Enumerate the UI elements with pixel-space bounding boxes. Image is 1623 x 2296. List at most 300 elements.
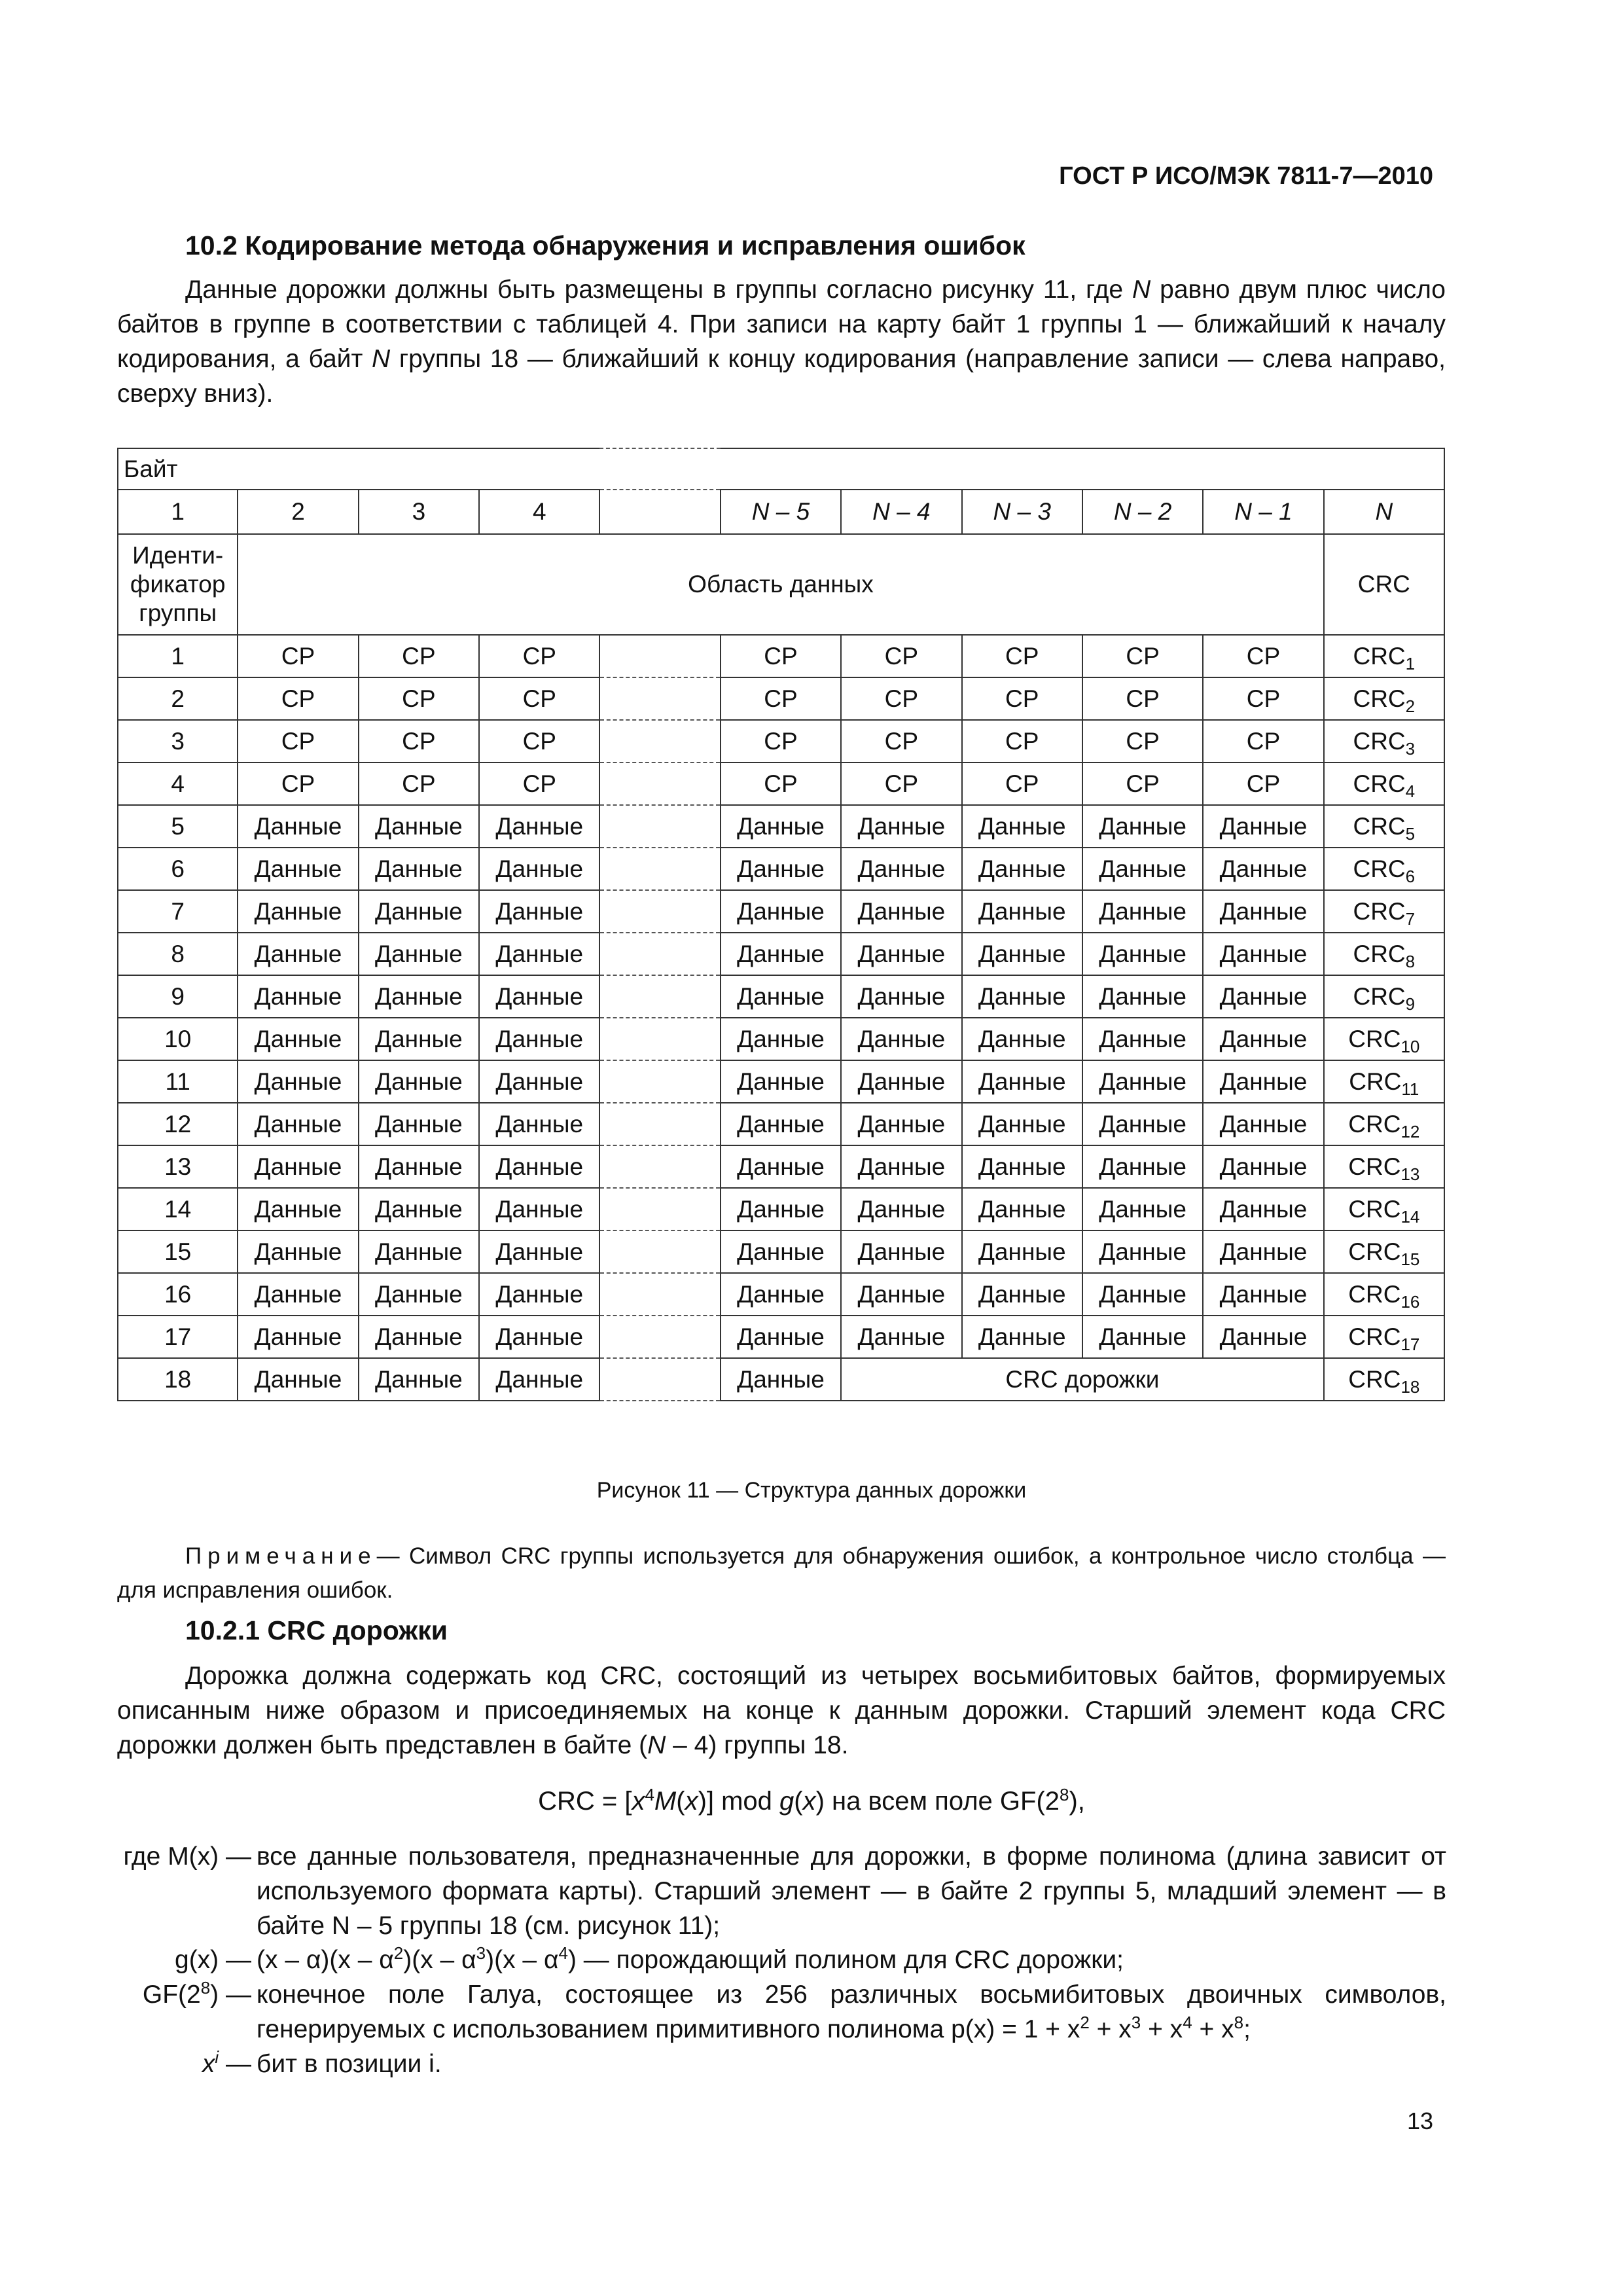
crc-prefix: CRC: [1353, 812, 1406, 840]
data-cell: Данные: [841, 1316, 961, 1358]
data-cell: Данные: [479, 1060, 599, 1103]
data-cell: Данные: [479, 1103, 599, 1145]
data-cell: Данные: [359, 1103, 479, 1145]
group-number-cell: 11: [118, 1060, 238, 1103]
data-cell: Данные: [359, 1316, 479, 1358]
definition-m: [0, 1839, 1623, 1940]
data-cell: Данные: [1203, 1060, 1323, 1103]
def-part: конечное поле Галуа, состоящее из 256 различных восьмибитовых двоичных символов, генерируемых с использованием примитивного полинома p(x) = 1 + x: [257, 1981, 1446, 2043]
crc-prefix: CRC: [1348, 1110, 1401, 1138]
p1-n2: N: [372, 345, 391, 373]
data-cell: Данные: [721, 1358, 841, 1401]
def-sup: 3: [476, 1943, 486, 1963]
gap-cell: [599, 933, 720, 975]
gap-cell: [599, 1358, 720, 1401]
group-number-cell: 4: [118, 762, 238, 805]
table-row: [118, 677, 1444, 720]
data-cell: Данные: [962, 890, 1082, 933]
def-part: —: [219, 2050, 251, 2078]
table-row: [118, 848, 1444, 890]
cp-cell: CP: [1203, 635, 1323, 677]
cp-cell: CP: [962, 677, 1082, 720]
group-number-cell: 8: [118, 933, 238, 975]
crc-subscript: 16: [1400, 1291, 1420, 1312]
data-cell: Данные: [841, 1060, 961, 1103]
data-cell: Данные: [721, 1060, 841, 1103]
cp-cell: CP: [1203, 762, 1323, 805]
def-g-desc: [257, 1943, 1446, 1977]
data-cell: Данные: [238, 933, 358, 975]
table-row-ident: [118, 534, 1444, 635]
track-structure-table: [117, 448, 1445, 1401]
cp-cell: CP: [841, 762, 961, 805]
p1-n: N: [1132, 276, 1151, 304]
crc-label: CRC: [1324, 534, 1444, 635]
data-area-label: Область данных: [238, 534, 1323, 635]
data-cell: Данные: [841, 1018, 961, 1060]
crc-subscript: 14: [1400, 1206, 1420, 1227]
table-row: [118, 1103, 1444, 1145]
col-header: 4: [479, 490, 599, 534]
data-cell: Данные: [1082, 975, 1203, 1018]
crc-prefix: CRC: [1348, 1153, 1401, 1180]
data-cell: Данные: [1203, 1230, 1323, 1273]
table-row: [118, 1145, 1444, 1188]
crc-cell: [1324, 1230, 1444, 1273]
def-part: ;: [1243, 2015, 1251, 2043]
data-cell: Данные: [841, 848, 961, 890]
def-sup: 4: [558, 1943, 568, 1963]
data-cell: Данные: [841, 890, 961, 933]
data-cell: Данные: [721, 1316, 841, 1358]
data-cell: Данные: [479, 1273, 599, 1316]
data-cell: Данные: [962, 1188, 1082, 1230]
formula-part: )] mod: [698, 1787, 780, 1816]
data-cell: Данные: [721, 1230, 841, 1273]
crc-subscript: 10: [1400, 1036, 1420, 1056]
data-cell: Данные: [1203, 805, 1323, 848]
data-cell: Данные: [359, 933, 479, 975]
data-cell: Данные: [1203, 1188, 1323, 1230]
cp-cell: CP: [479, 635, 599, 677]
gap-cell: [599, 448, 720, 490]
crc-cell: [1324, 1358, 1444, 1401]
data-cell: Данные: [721, 1103, 841, 1145]
def-part: (x – α)(x – α: [257, 1946, 394, 1974]
crc-cell: [1324, 890, 1444, 933]
crc-subscript: 18: [1400, 1376, 1420, 1397]
data-cell: Данные: [962, 1103, 1082, 1145]
data-cell: Данные: [721, 933, 841, 975]
data-cell: Данные: [1203, 890, 1323, 933]
data-cell: Данные: [238, 1018, 358, 1060]
cp-cell: CP: [1203, 677, 1323, 720]
cp-cell: CP: [479, 762, 599, 805]
table-row-byte-numbers: [118, 490, 1444, 534]
col-header: 2: [238, 490, 358, 534]
data-cell: Данные: [479, 1018, 599, 1060]
crc-cell: [1324, 1018, 1444, 1060]
def-part: ) —: [210, 1981, 251, 2009]
gap-cell: [599, 490, 720, 534]
data-cell: Данные: [1082, 1145, 1203, 1188]
paragraph-track-groups: [117, 272, 1446, 411]
def-part: )(x – α: [486, 1946, 559, 1974]
crc-prefix: CRC: [1348, 1025, 1401, 1052]
cp-cell: CP: [238, 677, 358, 720]
crc-subscript: 7: [1405, 908, 1416, 929]
data-cell: Данные: [1082, 1060, 1203, 1103]
table-row: [118, 1273, 1444, 1316]
document-header: ГОСТ Р ИСО/МЭК 7811-7—2010: [1059, 162, 1433, 190]
data-cell: Данные: [359, 1358, 479, 1401]
data-cell: Данные: [721, 1188, 841, 1230]
crc-prefix: CRC: [1348, 1195, 1401, 1223]
data-cell: Данные: [479, 890, 599, 933]
group-number-cell: 18: [118, 1358, 238, 1401]
gap-cell: [599, 720, 720, 762]
group-number-cell: 1: [118, 635, 238, 677]
gap-cell: [599, 1145, 720, 1188]
def-m-desc: все данные пользователя, предназначенные для дорожки, в форме полинома (длина зависит от используемого формата карты). Старший элемент — в байте 2 группы 5, младший элемент — в байте N – 5 группы 18 (см. рисунок 11);: [257, 1842, 1446, 1940]
data-cell: Данные: [962, 1018, 1082, 1060]
crc-prefix: CRC: [1353, 770, 1406, 797]
definition-g: [0, 1943, 1623, 1977]
track-crc-cell: CRC дорожки: [841, 1358, 1323, 1401]
table-row: [118, 1358, 1444, 1401]
group-number-cell: 16: [118, 1273, 238, 1316]
note-text: — Символ CRC группы используется для обнаружения ошибок, а контрольное число столбца — для исправления ошибок.: [117, 1543, 1446, 1603]
cp-cell: CP: [359, 635, 479, 677]
crc-cell: [1324, 975, 1444, 1018]
col-header: 3: [359, 490, 479, 534]
data-cell: Данные: [1082, 1188, 1203, 1230]
formula-part: 4: [645, 1785, 654, 1804]
data-cell: Данные: [1082, 805, 1203, 848]
formula-part: x: [685, 1787, 698, 1816]
data-cell: Данные: [359, 890, 479, 933]
data-cell: Данные: [1082, 1316, 1203, 1358]
data-cell: Данные: [962, 1060, 1082, 1103]
cp-cell: CP: [841, 635, 961, 677]
data-cell: Данные: [1203, 1316, 1323, 1358]
def-sup: 2: [1080, 2013, 1090, 2032]
group-number-cell: 17: [118, 1316, 238, 1358]
crc-subscript: 15: [1400, 1249, 1420, 1269]
paragraph-track-crc: [117, 1659, 1446, 1763]
group-number-cell: 3: [118, 720, 238, 762]
table-row-bayt: [118, 448, 1444, 490]
group-number-cell: 13: [118, 1145, 238, 1188]
group-number-cell: 15: [118, 1230, 238, 1273]
subsection-title: 10.2.1 CRC дорожки: [185, 1615, 448, 1645]
data-cell: Данные: [962, 805, 1082, 848]
crc-cell: [1324, 1060, 1444, 1103]
group-number-cell: 5: [118, 805, 238, 848]
page-number: 13: [1406, 2108, 1433, 2134]
col-header-text: N: [1375, 498, 1393, 525]
crc-cell: [1324, 762, 1444, 805]
crc-cell: [1324, 1188, 1444, 1230]
data-cell: Данные: [359, 1230, 479, 1273]
p1-part2: равно двум плюс число байтов в группе в соответствии с таблицей 4. При записи на карту байт 1 группы 1 — ближайший к началу кодирования, а байт: [117, 276, 1446, 373]
def-part: )(x – α: [403, 1946, 476, 1974]
crc-subscript: 12: [1400, 1121, 1420, 1141]
crc-cell: [1324, 1316, 1444, 1358]
definition-xi: [0, 2047, 1623, 2081]
data-cell: Данные: [1203, 1273, 1323, 1316]
data-cell: Данные: [238, 890, 358, 933]
def-sup: 3: [1131, 2013, 1141, 2032]
crc-prefix: CRC: [1353, 982, 1406, 1010]
group-number-cell: 9: [118, 975, 238, 1018]
gap-cell: [599, 1316, 720, 1358]
crc-cell: [1324, 1145, 1444, 1188]
crc-subscript: 1: [1405, 653, 1416, 673]
crc-subscript: 5: [1405, 823, 1416, 844]
group-number-cell: 10: [118, 1018, 238, 1060]
cp-cell: CP: [238, 762, 358, 805]
group-number-cell: 14: [118, 1188, 238, 1230]
data-cell: Данные: [962, 1273, 1082, 1316]
crc-subscript: 17: [1400, 1334, 1420, 1354]
data-cell: Данные: [962, 933, 1082, 975]
crc-cell: [1324, 805, 1444, 848]
data-cell: Данные: [1082, 1103, 1203, 1145]
data-cell: Данные: [359, 805, 479, 848]
crc-subscript: 9: [1405, 994, 1416, 1014]
col-header: [1203, 490, 1323, 534]
data-cell: Данные: [238, 1230, 358, 1273]
crc-prefix: CRC: [1353, 685, 1406, 712]
bayt-empty: [721, 448, 1444, 490]
cp-cell: CP: [1082, 720, 1203, 762]
data-cell: Данные: [359, 1145, 479, 1188]
def-sup: 8: [200, 1978, 211, 1998]
gap-cell: [599, 890, 720, 933]
crc-subscript: 4: [1405, 781, 1416, 801]
crc-formula: CRC = $[x^4M(x)]$ mod g(x) на всем поле $GF(2^8)$,: [538, 1785, 1085, 1816]
data-cell: Данные: [479, 1188, 599, 1230]
def-part: x: [202, 2050, 215, 2078]
data-cell: Данные: [721, 890, 841, 933]
cp-cell: CP: [359, 677, 479, 720]
gap-cell: [599, 1273, 720, 1316]
data-cell: Данные: [479, 933, 599, 975]
data-cell: Данные: [479, 1145, 599, 1188]
cp-cell: CP: [359, 762, 479, 805]
crc-cell: [1324, 720, 1444, 762]
data-cell: Данные: [238, 1060, 358, 1103]
data-cell: Данные: [1082, 933, 1203, 975]
def-part: + x: [1089, 2015, 1132, 2043]
formula-part: x: [632, 1787, 645, 1816]
p1-part3: группы 18 — ближайший к концу кодирования (направление записи — слева направо, сверху вниз).: [117, 345, 1446, 408]
def-sup: 8: [1234, 2013, 1244, 2032]
data-cell: Данные: [359, 1188, 479, 1230]
data-cell: Данные: [1203, 1103, 1323, 1145]
gap-cell: [599, 848, 720, 890]
cp-cell: CP: [1082, 635, 1203, 677]
cp-cell: CP: [721, 677, 841, 720]
crc-prefix: CRC: [1353, 727, 1406, 755]
section-title: 10.2 Кодирование метода обнаружения и исправления ошибок: [185, 230, 1026, 260]
crc-prefix: CRC: [1353, 855, 1406, 882]
data-cell: Данные: [1203, 933, 1323, 975]
gap-cell: [599, 1018, 720, 1060]
cp-cell: CP: [841, 677, 961, 720]
crc-prefix: CRC: [1353, 642, 1406, 670]
table-row: [118, 890, 1444, 933]
data-cell: Данные: [359, 975, 479, 1018]
crc-subscript: 11: [1401, 1079, 1419, 1099]
data-cell: Данные: [359, 848, 479, 890]
data-cell: Данные: [962, 1230, 1082, 1273]
data-cell: Данные: [359, 1273, 479, 1316]
table-row: [118, 933, 1444, 975]
cp-cell: CP: [359, 720, 479, 762]
data-cell: Данные: [479, 848, 599, 890]
col-header-text: N – 5: [751, 498, 810, 525]
data-cell: Данные: [721, 805, 841, 848]
data-cell: Данные: [238, 1358, 358, 1401]
p2-part2: – 4) группы 18.: [666, 1731, 849, 1759]
def-part: i: [215, 2047, 219, 2067]
crc-cell: [1324, 677, 1444, 720]
data-cell: Данные: [238, 975, 358, 1018]
cp-cell: CP: [1082, 677, 1203, 720]
def-gf-desc: [257, 1977, 1446, 2047]
gap-cell: [599, 1188, 720, 1230]
data-cell: Данные: [1082, 1230, 1203, 1273]
col-header: [721, 490, 841, 534]
table-row: [118, 975, 1444, 1018]
table-row: [118, 1018, 1444, 1060]
data-cell: Данные: [1082, 1273, 1203, 1316]
col-header-text: N – 4: [872, 498, 931, 525]
gap-cell: [599, 975, 720, 1018]
data-cell: Данные: [238, 1316, 358, 1358]
data-cell: Данные: [1203, 848, 1323, 890]
crc-cell: [1324, 1273, 1444, 1316]
data-cell: Данные: [841, 1273, 961, 1316]
crc-prefix: CRC: [1353, 940, 1406, 967]
cp-cell: CP: [479, 677, 599, 720]
data-cell: Данные: [962, 1145, 1082, 1188]
group-number-cell: 7: [118, 890, 238, 933]
cp-cell: CP: [962, 762, 1082, 805]
ident-label: Иденти-фикатор группы: [118, 534, 238, 635]
def-term-text: [202, 2047, 251, 2081]
data-cell: Данные: [841, 975, 961, 1018]
formula-part: CRC = [: [538, 1787, 632, 1816]
cp-cell: CP: [962, 720, 1082, 762]
col-header-text: N – 1: [1234, 498, 1293, 525]
cp-cell: CP: [721, 720, 841, 762]
data-cell: Данные: [479, 1358, 599, 1401]
gap-cell: [599, 762, 720, 805]
def-term-text: [143, 1977, 251, 2012]
crc-cell: [1324, 933, 1444, 975]
def-term-text: где M(x) —: [123, 1842, 251, 1871]
data-cell: Данные: [238, 1103, 358, 1145]
col-header-text: N – 2: [1113, 498, 1172, 525]
data-cell: Данные: [1203, 1018, 1323, 1060]
cp-cell: CP: [479, 720, 599, 762]
data-cell: Данные: [1082, 890, 1203, 933]
table-row: [118, 1230, 1444, 1273]
data-cell: Данные: [238, 1145, 358, 1188]
crc-cell: [1324, 635, 1444, 677]
data-cell: Данные: [1082, 848, 1203, 890]
data-cell: Данные: [1203, 975, 1323, 1018]
group-number-cell: 2: [118, 677, 238, 720]
crc-subscript: 6: [1405, 866, 1416, 886]
cp-cell: CP: [1203, 720, 1323, 762]
gap-cell: [599, 1060, 720, 1103]
def-part: + x: [1192, 2015, 1234, 2043]
def-term-text: g(x) —: [175, 1946, 251, 1974]
cp-cell: CP: [721, 762, 841, 805]
crc-cell: [1324, 848, 1444, 890]
data-cell: Данные: [721, 1018, 841, 1060]
formula-part: g: [779, 1787, 794, 1816]
data-cell: Данные: [962, 848, 1082, 890]
col-header: [841, 490, 961, 534]
cp-cell: CP: [238, 635, 358, 677]
data-cell: Данные: [238, 1188, 358, 1230]
def-part: ) — порождающий полином для CRC дорожки;: [567, 1946, 1124, 1974]
group-number-cell: 6: [118, 848, 238, 890]
gap-cell: [599, 1230, 720, 1273]
note-label: Примечание: [185, 1543, 377, 1569]
col-header: 1: [118, 490, 238, 534]
crc-prefix: CRC: [1349, 1067, 1402, 1095]
crc-prefix: CRC: [1348, 1280, 1401, 1308]
def-xi-desc: бит в позиции i.: [257, 2050, 442, 2078]
gap-cell: [599, 635, 720, 677]
p2-n: N: [647, 1731, 666, 1759]
formula-part: ) на всем поле GF(2: [815, 1787, 1060, 1816]
data-cell: Данные: [238, 848, 358, 890]
data-cell: Данные: [841, 1145, 961, 1188]
data-cell: Данные: [1082, 1018, 1203, 1060]
data-cell: Данные: [479, 805, 599, 848]
col-header: [962, 490, 1082, 534]
data-cell: Данные: [479, 975, 599, 1018]
table-row: [118, 635, 1444, 677]
data-cell: Данные: [238, 1273, 358, 1316]
def-part: GF(2: [142, 1981, 201, 2009]
data-cell: Данные: [841, 1103, 961, 1145]
data-cell: Данные: [841, 1188, 961, 1230]
data-cell: Данные: [1203, 1145, 1323, 1188]
gap-cell: [599, 677, 720, 720]
data-cell: Данные: [721, 1273, 841, 1316]
col-header: [1324, 490, 1444, 534]
data-cell: Данные: [721, 848, 841, 890]
data-cell: Данные: [841, 805, 961, 848]
crc-subscript: 2: [1405, 696, 1416, 716]
data-cell: Данные: [359, 1018, 479, 1060]
data-cell: Данные: [841, 933, 961, 975]
note: [117, 1539, 1446, 1607]
table-row: [118, 805, 1444, 848]
crc-cell: [1324, 1103, 1444, 1145]
group-number-cell: 12: [118, 1103, 238, 1145]
table-row: [118, 762, 1444, 805]
crc-prefix: CRC: [1348, 1238, 1401, 1265]
